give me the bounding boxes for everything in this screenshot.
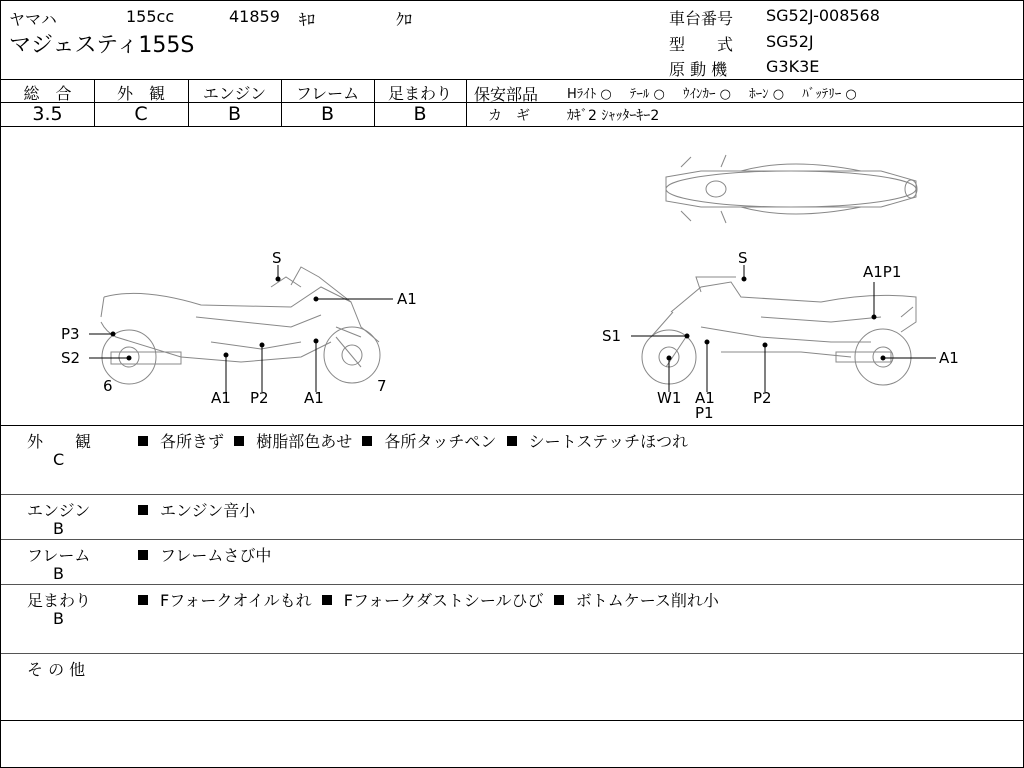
remark-items-suspension	[138, 588, 719, 611]
remark-item: エンジン音小	[160, 501, 256, 520]
label-s1: S1	[602, 327, 622, 345]
score-value-frame: B	[320, 103, 335, 125]
label-a1-right-1: A1	[939, 349, 959, 367]
remark-score-engine: B	[53, 519, 64, 538]
engine-type: G3K3E	[766, 57, 820, 76]
score-value-engine: B	[227, 103, 242, 125]
key-label: カ ギ	[488, 108, 530, 124]
remark-label-other: そ の 他	[27, 660, 86, 679]
remark-item: 各所きず	[160, 432, 225, 451]
remark-item: フレームさび中	[160, 546, 272, 565]
label-a1-left-1: A1	[397, 290, 417, 308]
safety-items	[567, 83, 865, 102]
score-label-suspension: 足まわり	[387, 84, 452, 103]
label-p3: P3	[61, 325, 80, 343]
maker: ヤマハ	[9, 10, 57, 29]
remark-score-frame: B	[53, 564, 64, 583]
scooter-right-view-icon	[642, 277, 916, 385]
safety-item-winker: ｳｲﾝｶｰ ○	[683, 87, 732, 102]
scooter-left-view-icon	[101, 267, 380, 384]
score-label-engine: エンジン	[202, 84, 267, 103]
score-label-frame: フレーム	[295, 84, 360, 103]
label-p2-right: P2	[753, 389, 772, 407]
frame-no-label: 車台番号	[669, 9, 734, 28]
remark-item: シートステッチほつれ	[528, 432, 689, 451]
score-value-exterior: C	[134, 103, 148, 125]
divider	[1, 79, 1023, 80]
model-type: SG52J	[766, 32, 814, 51]
label-a1-left-3: A1	[304, 389, 324, 407]
label-7: 7	[377, 377, 387, 395]
displacement: 155cc	[126, 7, 175, 26]
remark-item: Fフォークオイルもれ	[160, 591, 312, 610]
remark-label-engine: エンジン	[27, 501, 91, 520]
remark-item: 樹脂部色あせ	[256, 432, 353, 451]
remark-score-exterior: C	[53, 450, 65, 469]
safety-item-headlight: Hﾗｲﾄ ○	[567, 87, 612, 102]
label-w1: W1	[657, 389, 682, 407]
score-label-overall: 総 合	[23, 84, 72, 103]
scooter-top-view-icon	[666, 155, 917, 223]
remark-items-engine	[138, 498, 255, 521]
label-a1-left-2: A1	[211, 389, 231, 407]
mileage: 41859	[229, 7, 280, 26]
label-s2: S2	[61, 349, 81, 367]
remark-label-frame: フレーム	[27, 546, 91, 565]
remark-label-exterior: 外 観	[27, 432, 92, 451]
damage-diagram	[1, 127, 1023, 425]
remark-items-exterior	[138, 429, 688, 452]
safety-label: 保安部品	[474, 85, 539, 104]
label-a1p1-right: A1P1	[863, 263, 902, 281]
label-a1-right-2: A1	[695, 389, 715, 407]
remark-item: ボトムケース削れ小	[575, 591, 719, 610]
color: ｸﾛ	[396, 10, 413, 29]
mileage-unit: ｷﾛ	[299, 10, 316, 29]
label-p1-right: P1	[695, 404, 714, 422]
key-value: ｶｷﾞ2 ｼｬｯﾀｰｷｰ2	[567, 108, 660, 124]
remark-label-suspension: 足まわり	[27, 591, 92, 610]
safety-item-battery: ﾊﾞｯﾃﾘｰ ○	[802, 87, 857, 102]
remark-score-suspension: B	[53, 609, 64, 628]
engine-type-label: 原 動 機	[669, 60, 728, 79]
score-value-suspension: B	[413, 103, 427, 125]
remark-item: 各所タッチペン	[384, 432, 497, 451]
label-6: 6	[103, 377, 113, 395]
label-p2-left: P2	[250, 389, 269, 407]
score-value-overall: 3.5	[32, 103, 63, 125]
model-type-label: 型 式	[669, 35, 734, 54]
model-name: マジェスティ155S	[9, 33, 195, 58]
score-label-exterior: 外 観	[116, 84, 165, 103]
safety-item-tail: ﾃｰﾙ ○	[629, 87, 665, 102]
safety-item-horn: ﾎｰﾝ ○	[749, 87, 785, 102]
remark-item: Fフォークダストシールひび	[343, 591, 544, 610]
remark-items-frame	[138, 543, 271, 566]
label-s-left: S	[272, 249, 282, 267]
frame-no: SG52J-008568	[766, 6, 880, 25]
label-s-right: S	[738, 249, 748, 267]
